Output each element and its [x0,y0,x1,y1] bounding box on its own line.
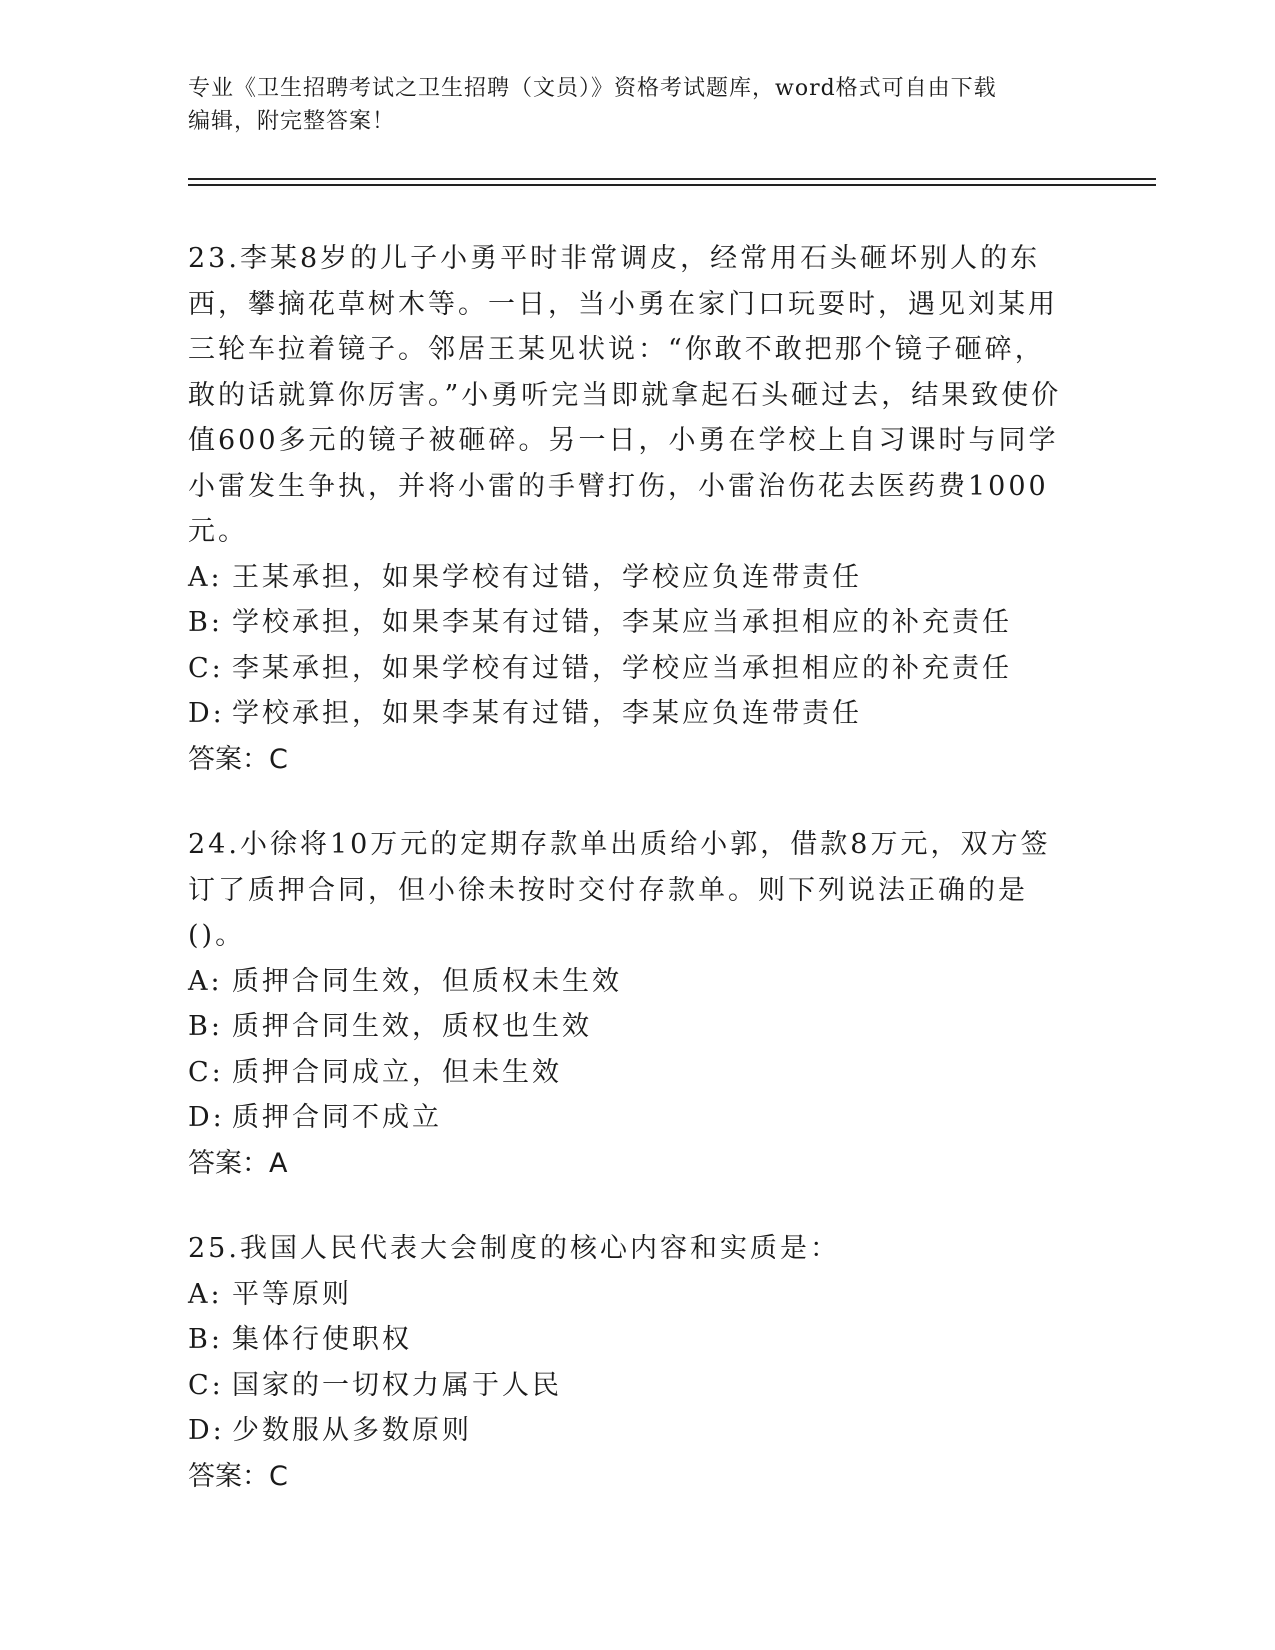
header-line-2: 编辑，附完整答案！ [188,109,396,134]
option-a [188,959,1068,1005]
option-c [188,646,1068,692]
question-25 [188,1226,1068,1499]
option-a [188,1272,1068,1318]
option-a [188,555,1068,601]
option-b [188,1317,1068,1363]
option-text: 学校承担，如果李某有过错，李某应负连带责任 [232,698,862,729]
option-letter: B: [188,607,223,638]
option-letter: D: [188,1415,225,1446]
answer-label: 答案：C [188,1460,288,1492]
question-text: 23.李某8岁的儿子小勇平时非常调皮，经常用石头砸坏别人的东西，攀摘花草树木等。一日，当小勇在家门口玩耍时，遇见刘某用三轮车拉着镜子。邻居王某见状说：“你敢不敢把那个镜子砸碎，敢的话就算你厉害。”小勇听完当即就拿起石头砸过去，结果致使价值600多元的镜子被砸碎。另一日，小勇在学校上自习课时与同学小雷发生争执，并将小雷的手臂打伤，小雷治伤花去医药费1000元。 [188,243,1062,547]
option-c [188,1363,1068,1409]
option-b [188,600,1068,646]
option-text: 李某承担，如果学校有过错，学校应当承担相应的补充责任 [232,652,1012,684]
option-text: 质押合同生效，但质权未生效 [232,965,622,997]
option-letter: B: [188,1011,223,1042]
option-b [188,1004,1068,1050]
option-letter: A: [188,1278,223,1310]
option-letter: C: [188,1056,224,1088]
option-text: 质押合同成立，但未生效 [232,1056,562,1088]
question-23 [188,236,1068,782]
question-text: 25.我国人民代表大会制度的核心内容和实质是： [188,1233,840,1264]
option-text: 王某承担，如果学校有过错，学校应负连带责任 [232,561,862,593]
answer-label: 答案：C [188,743,288,775]
option-text: 少数服从多数原则 [232,1415,472,1446]
option-d [188,1095,1068,1141]
option-text: 国家的一切权力属于人民 [232,1369,562,1401]
option-d [188,1408,1068,1454]
question-text: 24.小徐将10万元的定期存款单出质给小郭，借款8万元，双方签订了质押合同，但小徐未按时交付存款单。则下列说法正确的是()。 [188,829,1051,951]
option-c [188,1050,1068,1096]
option-text: 集体行使职权 [232,1324,412,1355]
option-text: 质押合同生效，质权也生效 [232,1011,592,1042]
option-d [188,691,1068,737]
option-letter: A: [188,965,223,997]
document-header [188,72,1088,138]
option-text: 质押合同不成立 [232,1102,442,1133]
option-text: 平等原则 [232,1278,352,1310]
header-line-1: 专业《卫生招聘考试之卫生招聘（文员）》资格考试题库，word格式可自由下载 [188,76,997,101]
option-letter: C: [188,652,224,684]
option-letter: D: [188,1102,225,1133]
answer-label: 答案：A [188,1147,288,1179]
header-divider-top [188,178,1156,180]
option-letter: D: [188,698,225,729]
option-letter: A: [188,561,223,593]
question-24 [188,822,1068,1186]
option-letter: B: [188,1324,223,1355]
option-text: 学校承担，如果李某有过错，李某应当承担相应的补充责任 [232,607,1012,638]
header-divider-bottom [188,184,1156,186]
question-list [188,236,1068,1539]
option-letter: C: [188,1369,224,1401]
